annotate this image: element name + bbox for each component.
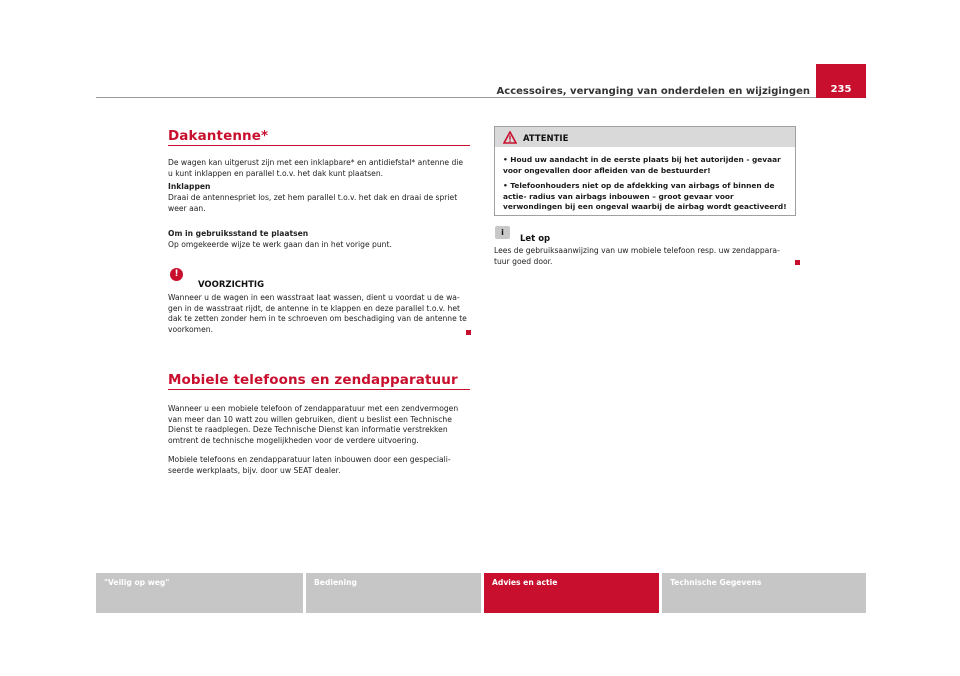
page-number-badge xyxy=(816,64,866,98)
footer-tab-label: Bediening xyxy=(314,578,357,587)
attentie-box xyxy=(494,126,796,216)
section-end-marker xyxy=(466,330,471,335)
attentie-bullet-1: • Houd uw aandacht in de eerste plaats bij het autorijden - gevaar voor ongevallen door afleiden van de bestuurder! xyxy=(503,155,781,175)
inklappen-text: Draai de antennespriet los, zet hem parallel t.o.v. het dak en draai de spriet weer aan. xyxy=(168,193,458,213)
caution-label: VOORZICHTIG xyxy=(198,280,265,290)
footer-tab-label: Technische Gegevens xyxy=(670,578,762,587)
page-number: 235 xyxy=(830,84,852,95)
running-header-title: Accessoires, vervanging van onderdelen en wijzigingen xyxy=(496,86,810,97)
gebruiksstand-text: Op omgekeerde wijze te werk gaan dan in het vorige punt. xyxy=(168,240,392,249)
footer-tab-label: "Veilig op weg" xyxy=(104,578,170,587)
section-heading-mobiele-telefoons: Mobiele telefoons en zendapparatuur xyxy=(168,372,470,390)
attentie-title: ATTENTIE xyxy=(523,134,569,144)
subheading-inklappen: Inklappen xyxy=(168,182,211,191)
note-text: Lees de gebruiksaanwijzing van uw mobiele telefoon resp. uw zendappara- tuur goed door. xyxy=(494,246,780,266)
footer-tab-bediening[interactable] xyxy=(306,573,481,613)
footer-tab-veilig-op-weg[interactable] xyxy=(96,573,303,613)
footer-tab-technische-gegevens[interactable] xyxy=(662,573,866,613)
mobiele-telefoons-para1: Wanneer u een mobiele telefoon of zendapparatuur met een zendvermogen van meer dan 10 watt zou willen gebruiken, dient u beslist een Technische Dienst te raadplegen. Deze Technische Dienst kan informatie verstrekken omtrent de technische mogelijkheden voor de verdere uitvoering. xyxy=(168,404,459,445)
caution-text: Wanneer u de wagen in een wasstraat laat wassen, dient u voordat u de wa- gen in de wasstraat rijdt, de antenne in te klappen en deze parallel t.o.v. het dak te zetten zonder hem in te schroeven om beschadiging van de antenne te voorkomen. xyxy=(168,293,467,334)
note-title: Let op xyxy=(520,234,551,244)
footer-tab-label: Advies en actie xyxy=(492,578,558,587)
section-heading-dakantenne: Dakantenne* xyxy=(168,128,470,146)
section-end-marker-2 xyxy=(795,260,800,265)
subheading-gebruiksstand: Om in gebruiksstand te plaatsen xyxy=(168,229,309,238)
footer-tab-advies-en-actie[interactable] xyxy=(484,573,659,613)
mobiele-telefoons-para2: Mobiele telefoons en zendapparatuur laten inbouwen door een gespeciali- seerde werkplaats, bijv. door uw SEAT dealer. xyxy=(168,455,451,475)
header-rule xyxy=(96,97,866,98)
attentie-header xyxy=(495,127,795,147)
note-icon: i xyxy=(495,226,510,239)
dakantenne-intro: De wagen kan uitgerust zijn met een inklapbare* en antidiefstal* antenne die u kunt inklappen en parallel t.o.v. het dak kunt plaatsen. xyxy=(168,158,464,178)
attentie-bullet-2: • Telefoonhouders niet op de afdekking van airbags of binnen de actie- radius van airbags inbouwen – groot gevaar voor verwondingen bij een ongeval waarbij de airbag wordt geactiveerd! xyxy=(503,181,787,212)
caution-icon: ! xyxy=(170,268,183,281)
warning-triangle-icon xyxy=(503,131,517,144)
